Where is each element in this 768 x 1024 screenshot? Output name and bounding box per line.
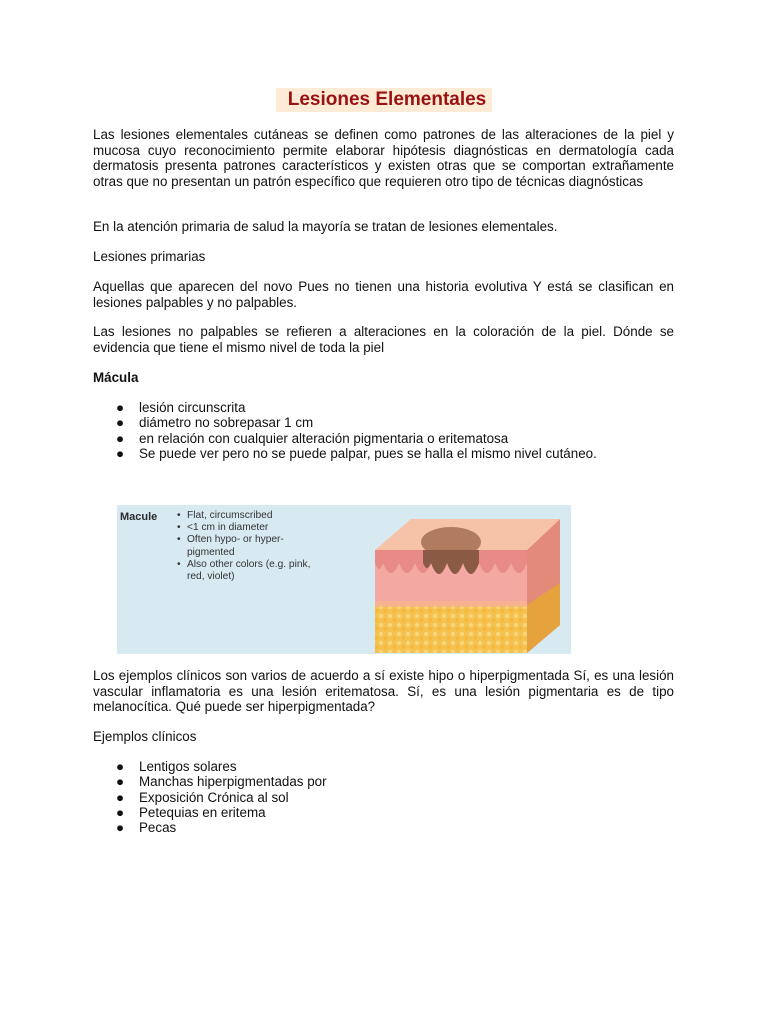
list-item: ● Lentigos solares: [116, 759, 237, 774]
bullet-icon: ●: [116, 445, 125, 461]
bullet-icon: ●: [116, 774, 125, 790]
figure-list-item: pigmented: [187, 546, 235, 558]
title-container: [0, 88, 768, 112]
macule-figure: [117, 505, 571, 654]
figure-list-item: • Often hypo- or hyper-: [177, 534, 284, 546]
skin-block-fat: [375, 605, 527, 653]
bullet-icon: ●: [116, 789, 125, 805]
list-item: ● en relación con cualquier alteración pigmentaria o eritematosa: [116, 430, 509, 446]
figure-label: Macule: [120, 511, 158, 523]
intro-paragraph: Las lesiones elementales cutáneas se definen como patrones de las alteraciones de la piel y mucosa cuyo reconocimiento permite elaborar hipótesis diagnósticas en dermatología cada dermatosis presenta patrones característicos y existen otras que se comportan extrañamente otras que no presentan un patrón específico que requieren otro tipo de técnicas diagnósticas: [93, 127, 674, 189]
figure-list-item: • Flat, circumscribed: [177, 510, 273, 521]
lesiones-primarias-label: Lesiones primarias: [93, 249, 206, 264]
bullet-icon: ●: [116, 400, 125, 415]
bullet-icon: ●: [116, 415, 125, 431]
ejemplos-paragraph: Los ejemplos clínicos son varios de acuerdo a sí existe hipo o hiperpigmentada Sí, es una lesión vascular inflamatoria es una lesión eritematosa. Sí, es una lesión pigmentaria es de tipo melanocítica. Qué puede ser hiperpigmentada?: [93, 668, 674, 715]
macula-heading: Mácula: [93, 370, 139, 385]
figure-list-item: • <1 cm in diameter: [177, 522, 269, 534]
list-item: ● Pecas: [116, 820, 177, 836]
bullet-icon: ●: [116, 804, 125, 820]
list-item: ● diámetro no sobrepasar 1 cm: [116, 415, 314, 431]
bullet-icon: ●: [116, 820, 125, 836]
ejemplos-list: [93, 759, 327, 835]
ejemplos-heading: Ejemplos clínicos: [93, 729, 197, 744]
page-title: Lesiones Elementales: [276, 88, 493, 112]
list-item: ● lesión circunscrita: [116, 400, 246, 415]
bullet-icon: ●: [116, 430, 125, 446]
bullet-icon: ●: [116, 759, 125, 774]
list-item: ● Se puede ver pero no se puede palpar, pues se halla el mismo nivel cutáneo.: [116, 445, 597, 461]
atencion-paragraph: En la atención primaria de salud la mayoría se tratan de lesiones elementales.: [93, 219, 558, 234]
no-palpables-paragraph: Las lesiones no palpables se refieren a alteraciones en la coloración de la piel. Dónde se evidencia que tiene el mismo nivel de toda la piel: [93, 324, 674, 355]
macula-list: [93, 400, 597, 461]
list-item: ● Petequias en eritema: [116, 804, 266, 820]
skin-block-illustration: [117, 505, 571, 654]
figure-list-item: • Also other colors (e.g. pink,: [177, 558, 311, 570]
aquellas-paragraph: Aquellas que aparecen del novo Pues no tienen una historia evolutiva Y está se clasifican en lesiones palpables y no palpables.: [93, 279, 674, 310]
figure-list-item: red, violet): [187, 571, 235, 583]
list-item: ● Manchas hiperpigmentadas por: [116, 774, 327, 790]
list-item: ● Exposición Crónica al sol: [116, 789, 289, 805]
